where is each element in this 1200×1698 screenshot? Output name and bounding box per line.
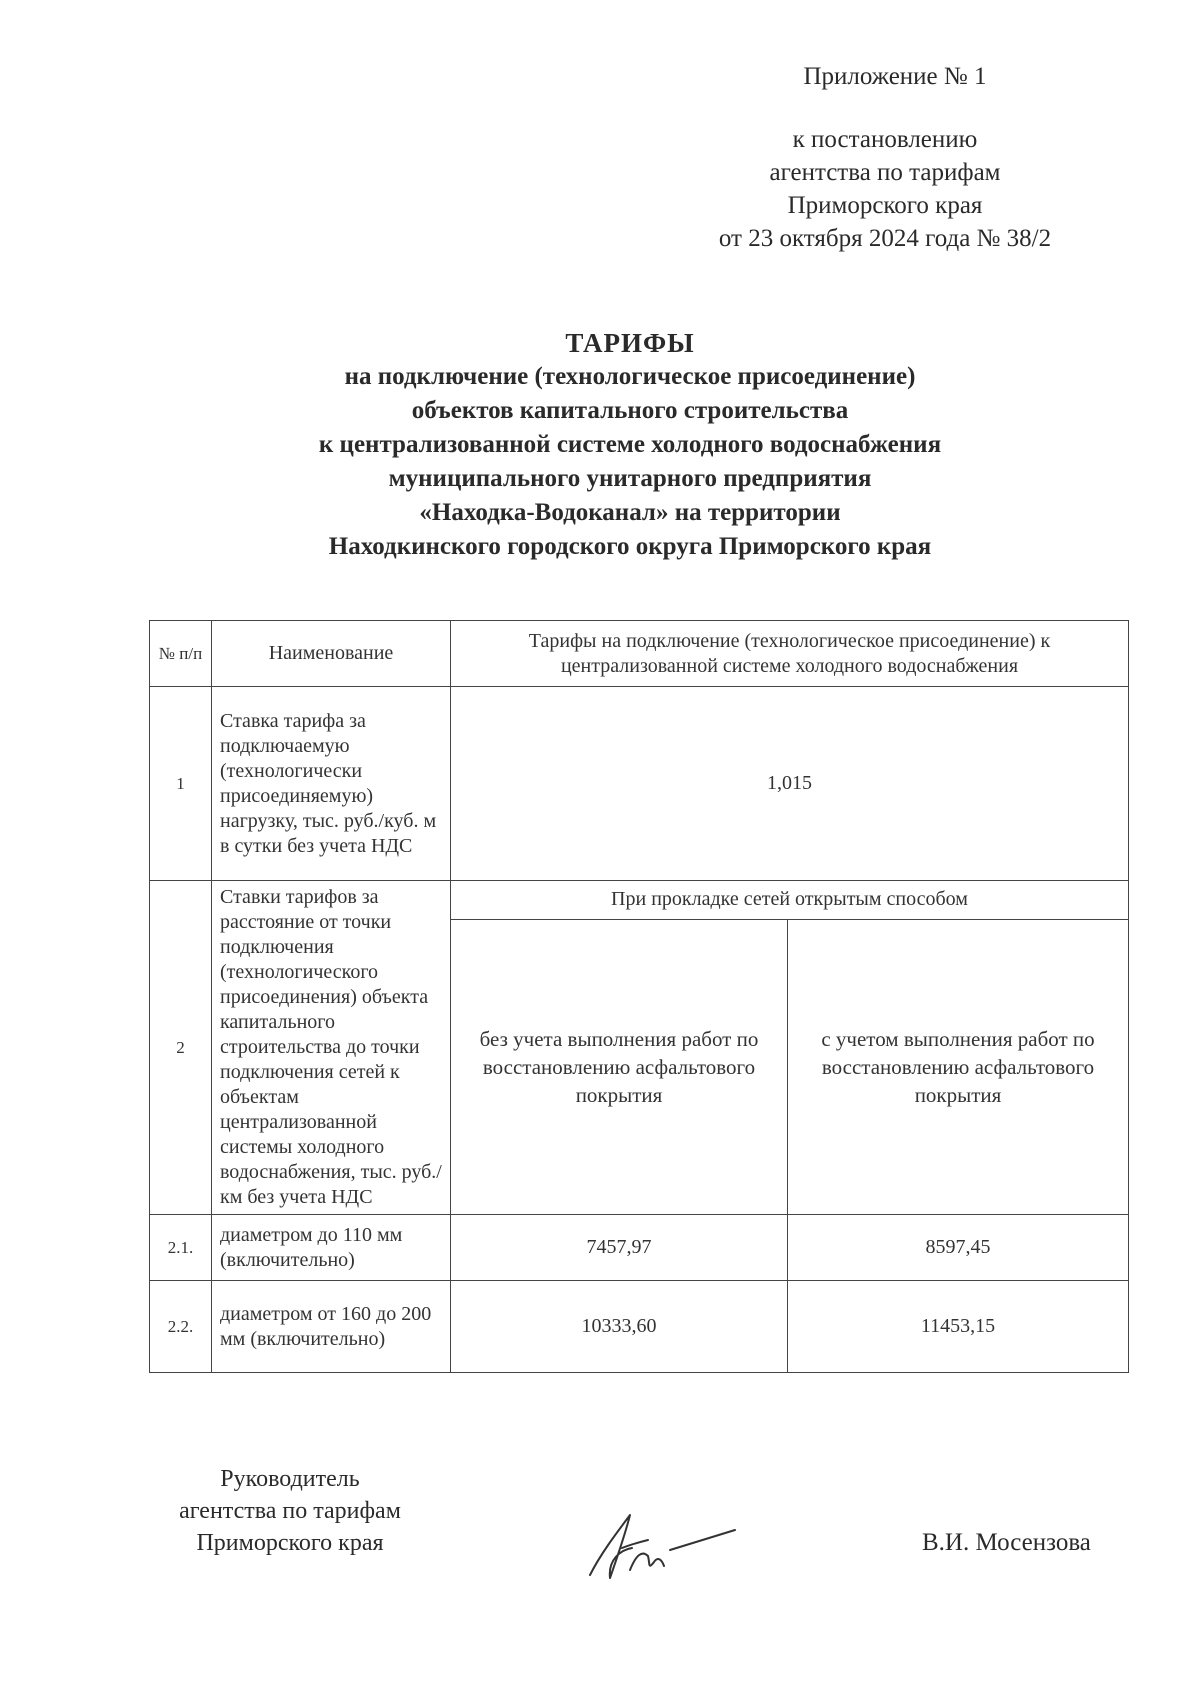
signer-name: В.И. Мосензова <box>922 1529 1091 1556</box>
handwritten-signature <box>570 1500 740 1590</box>
header-num: № п/п <box>150 621 212 687</box>
header-tariffs: Тарифы на подключение (технологическое присоединение) к централизованной системе холодного водоснабжения <box>451 621 1129 687</box>
appendix-line-2: агентства по тарифам <box>769 159 1001 186</box>
appendix-title: Приложение № 1 <box>803 63 987 90</box>
row22-name: диаметром от 160 до 200 мм (включительно) <box>212 1281 451 1373</box>
row22-num: 2.2. <box>150 1281 212 1373</box>
row22-without: 10333,60 <box>451 1281 788 1373</box>
row1-value: 1,015 <box>451 687 1129 881</box>
header-name: Наименование <box>212 621 451 687</box>
row21-num: 2.1. <box>150 1215 212 1281</box>
row2-col-with-asphalt: с учетом выполнения работ по восстановлению асфальтового покрытия <box>788 919 1129 1214</box>
row2-method: При прокладке сетей открытым способом <box>451 881 1129 920</box>
table-row-2-1 <box>150 1215 1129 1281</box>
title-line-2: объектов капитального строительства <box>411 397 849 424</box>
row1-num: 1 <box>150 687 212 881</box>
table-row-1 <box>150 687 1129 881</box>
row2-name: Ставки тарифов за расстояние от точки подключения (технологического присоединения) объекта капитального строительства до точки подключения сетей к объектам централизованной системы холодного водоснабжения, тыс. руб./км без учета НДС <box>212 881 451 1215</box>
row22-with: 11453,15 <box>788 1281 1129 1373</box>
signature-line-1: Руководитель <box>220 1466 360 1492</box>
table-header-row <box>150 621 1129 687</box>
row21-with: 8597,45 <box>788 1215 1129 1281</box>
signature-position <box>140 1463 440 1559</box>
row2-num: 2 <box>150 881 212 1215</box>
row2-col-without-asphalt: без учета выполнения работ по восстановлению асфальтового покрытия <box>451 919 788 1214</box>
document-title <box>130 326 1130 564</box>
signature-line-2: агентства по тарифам <box>179 1498 401 1524</box>
title-line-1: на подключение (технологическое присоединение) <box>344 363 916 390</box>
table-row-2-2 <box>150 1281 1129 1373</box>
title-line-6: Находкинского городского округа Приморского края <box>328 533 932 560</box>
title-line-3: к централизованной системе холодного водоснабжения <box>318 431 942 458</box>
title-line-4: муниципального унитарного предприятия <box>388 465 872 492</box>
appendix-line-4: от 23 октября 2024 года № 38/2 <box>718 225 1052 252</box>
appendix-block <box>650 60 1120 255</box>
title-heading: ТАРИФЫ <box>565 328 695 358</box>
table-row-2-method <box>150 881 1129 920</box>
signature-line-3: Приморского края <box>196 1530 384 1556</box>
tariffs-table <box>149 620 1129 1373</box>
appendix-line-1: к постановлению <box>792 126 978 153</box>
row21-name: диаметром до 110 мм (включительно) <box>212 1215 451 1281</box>
title-line-5: «Находка-Водоканал» на территории <box>419 499 841 526</box>
row21-without: 7457,97 <box>451 1215 788 1281</box>
row1-name: Ставка тарифа за подключаемую (технологически присоединяемую) нагрузку, тыс. руб./куб. м в сутки без учета НДС <box>212 687 451 881</box>
appendix-line-3: Приморского края <box>787 192 983 219</box>
